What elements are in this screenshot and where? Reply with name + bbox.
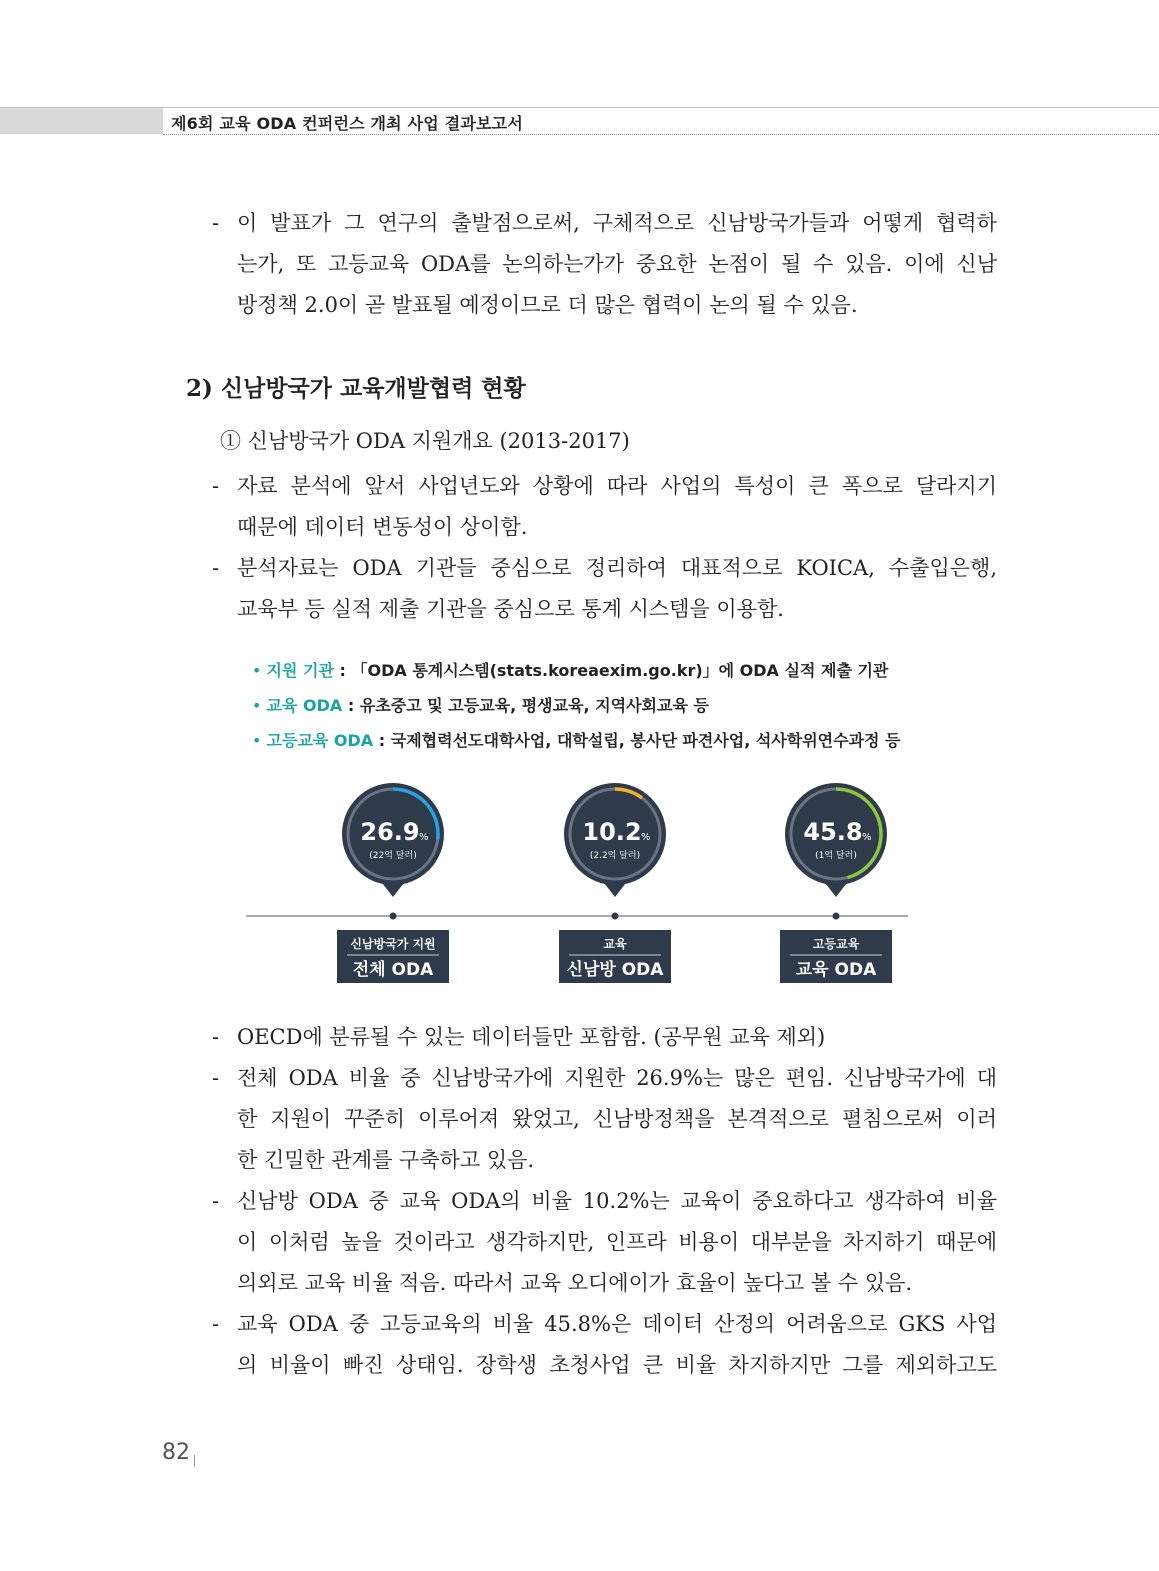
stat-value: 10.2	[582, 818, 642, 846]
label-bottom: 신남방 ODA	[566, 960, 664, 980]
bullet-item	[0, 1017, 997, 1058]
stat-unit: %	[862, 832, 872, 843]
text-line: 교육부 등 실적 제출 기관을 중심으로 통계 시스템을 이용함.	[237, 597, 784, 621]
text-line: 방정책 2.0이 곧 발표될 예정이므로 더 많은 협력이 논의 될 수 있음.	[237, 293, 858, 317]
stat-group	[780, 783, 892, 983]
text-line: OECD에 분류될 수 있는 데이터들만 포함함. (공무원 교육 제외)	[237, 1025, 826, 1049]
text-line: 분석자료는 ODA 기관들 중심으로 정리하여 대표적으로 KOICA, 수출입은행,	[237, 556, 997, 580]
text-line: 교육 ODA 중 고등교육의 비율 45.8%은 데이터 산정의 어려움으로 GKS 사업	[237, 1312, 997, 1336]
bullet-dot: •	[252, 731, 262, 750]
stat-amount: (2.2억 달러)	[589, 851, 641, 861]
text-line: 이 이처럼 높을 것이라고 생각하지만, 인프라 비용이 대부분을 차지하기 때문에	[237, 1230, 997, 1254]
text-line: 전체 ODA 비율 중 신남방국가에 지원한 26.9%는 많은 편임. 신남방국가에 대	[237, 1066, 997, 1090]
infographic-note: • 교육 ODA : 유초중고 및 고등교육, 평생교육, 지역사회교육 등	[252, 696, 709, 715]
intro-paragraph	[0, 203, 1159, 326]
bullet-list-top	[0, 466, 1159, 630]
stat-value: 45.8	[803, 818, 863, 846]
note-term: 고등교육 ODA	[266, 731, 374, 750]
label-bottom: 전체 ODA	[352, 960, 434, 980]
stat-value: 26.9	[360, 818, 420, 846]
stat-group	[337, 783, 449, 983]
bullet-dash: -	[212, 1189, 220, 1213]
label-top: 교육	[603, 937, 627, 951]
subsection-heading: ① 신남방국가 ODA 지원개요 (2013-2017)	[220, 429, 630, 453]
infographic-note: • 지원 기관 : 「ODA 통계시스템(stats.koreaexim.go.kr)」에 ODA 실적 제출 기관	[252, 661, 889, 680]
bullet-item	[0, 466, 997, 548]
note-term: 지원 기관	[266, 661, 334, 680]
bullet-dash: -	[212, 1066, 220, 1090]
bullet-dash: -	[212, 1025, 220, 1049]
text-line: 신남방 ODA 중 교육 ODA의 비율 10.2%는 교육이 중요하다고 생각하여 비율	[237, 1189, 997, 1213]
bullet-item	[0, 548, 997, 630]
bullet-dot: •	[252, 661, 262, 680]
text-line: 의 비율이 빠진 상태임. 장학생 초청사업 큰 비율 차지하지만 그를 제외하고도	[237, 1353, 997, 1377]
stat-group	[559, 783, 671, 983]
text-line: 의외로 교육 비율 적음. 따라서 교육 오디에이가 효율이 높다고 볼 수 있음.	[237, 1271, 913, 1295]
axis-marker	[833, 913, 840, 920]
note-text: 유초중고 및 고등교육, 평생교육, 지역사회교육 등	[359, 696, 709, 715]
text-line: 때문에 데이터 변동성이 상이함.	[237, 515, 528, 539]
running-header-title: 제6회 교육 ODA 컨퍼런스 개최 사업 결과보고서	[171, 114, 523, 133]
bullet-item	[0, 1304, 997, 1386]
header-gray-bar	[0, 108, 163, 134]
page-number: 82	[162, 1440, 190, 1465]
bullet-item	[0, 1181, 997, 1304]
bullet-dot: •	[252, 696, 262, 715]
bullet-dash: -	[212, 474, 220, 498]
bullet-item	[0, 203, 997, 326]
axis-marker	[390, 913, 397, 920]
infographic-note: • 고등교육 ODA : 국제협력선도대학사업, 대학설립, 봉사단 파견사업, 석사학위연수과정 등	[252, 731, 901, 750]
page-number-divider	[194, 1455, 195, 1467]
section-heading: 2) 신남방국가 교육개발협력 현황	[186, 375, 526, 402]
oda-ratio-infographic	[240, 775, 920, 990]
stat-amount: (1억 달러)	[815, 851, 857, 861]
text-line: 는가, 또 고등교육 ODA를 논의하는가가 중요한 논점이 될 수 있음. 이에 신남	[237, 252, 997, 276]
stat-unit: %	[419, 832, 429, 843]
header-dotted-rule	[163, 134, 1159, 135]
bullet-item	[0, 1058, 997, 1181]
label-top: 고등교육	[812, 937, 860, 951]
text-line: 한 지원이 꾸준히 이루어져 왔었고, 신남방정책을 본격적으로 펼침으로써 이러	[237, 1107, 997, 1131]
label-bottom: 교육 ODA	[795, 960, 877, 980]
note-text: 국제협력선도대학사업, 대학설립, 봉사단 파견사업, 석사학위연수과정 등	[390, 731, 901, 750]
text-line: 한 긴밀한 관계를 구축하고 있음.	[237, 1148, 535, 1172]
bullet-dash: -	[212, 1312, 220, 1336]
bullet-dash: -	[212, 556, 220, 580]
axis-marker	[612, 913, 619, 920]
bullet-list-bottom	[0, 1017, 1159, 1386]
stat-unit: %	[641, 832, 651, 843]
text-line: 자료 분석에 앞서 사업년도와 상황에 따라 사업의 특성이 큰 폭으로 달라지기	[237, 474, 997, 498]
text-line: 이 발표가 그 연구의 출발점으로써, 구체적으로 신남방국가들과 어떻게 협력하	[237, 211, 997, 235]
stat-amount: (22억 달러)	[369, 851, 417, 861]
header-rule	[0, 107, 1159, 108]
bullet-dash: -	[212, 211, 220, 235]
label-top: 신남방국가 지원	[350, 937, 436, 951]
note-text: 「ODA 통계시스템(stats.koreaexim.go.kr)」에 ODA 실적 제출 기관	[351, 661, 889, 680]
note-term: 교육 ODA	[266, 696, 343, 715]
